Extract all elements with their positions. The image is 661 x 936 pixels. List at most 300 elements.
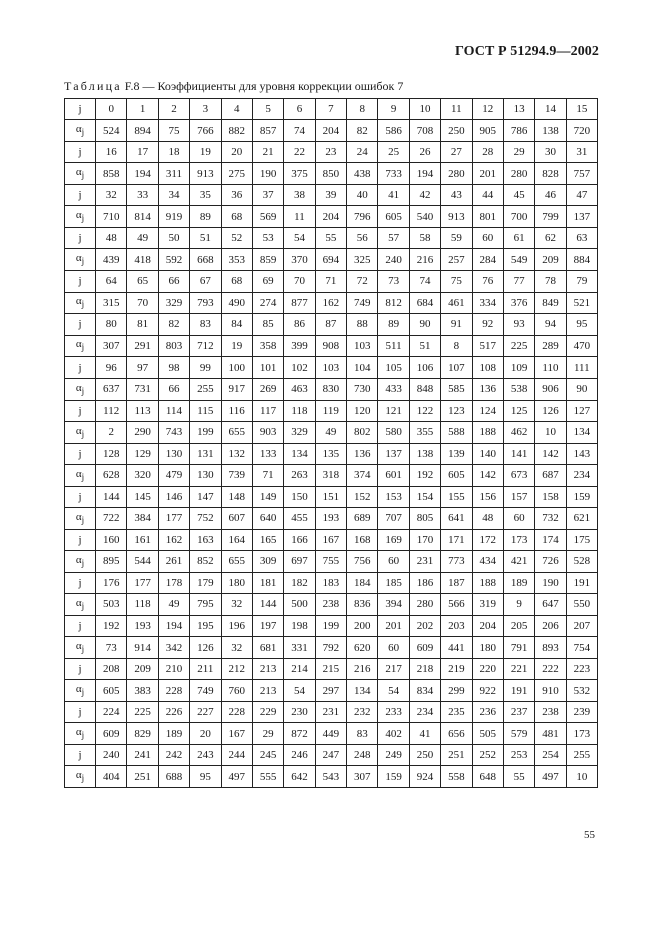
j-index-cell: 247 bbox=[315, 745, 346, 766]
alpha-value-cell: 796 bbox=[347, 206, 378, 228]
alpha-value-cell: 521 bbox=[566, 292, 597, 314]
j-row-label: j bbox=[65, 400, 96, 421]
j-index-cell: 81 bbox=[127, 314, 158, 335]
alpha-row bbox=[65, 292, 598, 314]
j-index-cell: 132 bbox=[221, 443, 252, 464]
alpha-value-cell: 850 bbox=[315, 163, 346, 185]
j-row bbox=[65, 228, 598, 249]
alpha-value-cell: 55 bbox=[503, 766, 534, 788]
j-index-cell: 26 bbox=[409, 142, 440, 163]
alpha-value-cell: 688 bbox=[158, 766, 189, 788]
j-index-cell: 124 bbox=[472, 400, 503, 421]
alpha-value-cell: 588 bbox=[441, 421, 472, 443]
j-row-label: j bbox=[65, 314, 96, 335]
alpha-value-cell: 592 bbox=[158, 249, 189, 271]
j-index-cell: 221 bbox=[503, 659, 534, 680]
j-index-cell: 228 bbox=[221, 702, 252, 723]
j-row-label: j bbox=[65, 443, 96, 464]
alpha-subscript: j bbox=[81, 558, 85, 568]
j-index-cell: 143 bbox=[566, 443, 597, 464]
alpha-value-cell: 872 bbox=[284, 723, 315, 745]
j-row bbox=[65, 271, 598, 292]
alpha-value-cell: 159 bbox=[378, 766, 409, 788]
alpha-value-cell: 544 bbox=[127, 550, 158, 572]
j-index-cell: 142 bbox=[535, 443, 566, 464]
alpha-symbol: α bbox=[75, 338, 82, 351]
alpha-row bbox=[65, 163, 598, 185]
alpha-subscript: j bbox=[81, 471, 85, 482]
j-index-cell: 215 bbox=[315, 659, 346, 680]
alpha-value-cell: 830 bbox=[315, 378, 346, 400]
j-index-cell: 41 bbox=[378, 185, 409, 206]
alpha-value-cell: 418 bbox=[127, 249, 158, 271]
alpha-value-cell: 137 bbox=[566, 206, 597, 228]
alpha-value-cell: 299 bbox=[441, 680, 472, 702]
j-index-cell: 17 bbox=[127, 142, 158, 163]
j-index-cell: 89 bbox=[378, 314, 409, 335]
j-row-label: j bbox=[65, 529, 96, 550]
alpha-symbol: α bbox=[75, 769, 82, 782]
alpha-value-cell: 656 bbox=[441, 723, 472, 745]
alpha-value-cell: 297 bbox=[315, 680, 346, 702]
alpha-value-cell: 895 bbox=[96, 550, 127, 572]
alpha-value-cell: 201 bbox=[472, 163, 503, 185]
alpha-value-cell: 849 bbox=[535, 292, 566, 314]
alpha-value-cell: 757 bbox=[566, 163, 597, 185]
alpha-value-cell: 605 bbox=[96, 680, 127, 702]
alpha-value-cell: 284 bbox=[472, 249, 503, 271]
j-index-cell: 128 bbox=[96, 443, 127, 464]
j-index-cell: 95 bbox=[566, 314, 597, 335]
j-row bbox=[65, 572, 598, 593]
j-index-cell: 13 bbox=[503, 99, 534, 120]
j-index-cell: 111 bbox=[566, 357, 597, 378]
alpha-value-cell: 370 bbox=[284, 249, 315, 271]
j-index-cell: 148 bbox=[221, 486, 252, 507]
alpha-value-cell: 439 bbox=[96, 249, 127, 271]
alpha-value-cell: 913 bbox=[190, 163, 221, 185]
alpha-value-cell: 8 bbox=[441, 335, 472, 357]
alpha-row-label bbox=[65, 594, 96, 616]
j-index-cell: 92 bbox=[472, 314, 503, 335]
j-row bbox=[65, 400, 598, 421]
alpha-value-cell: 177 bbox=[158, 507, 189, 529]
alpha-value-cell: 399 bbox=[284, 335, 315, 357]
j-index-cell: 68 bbox=[221, 271, 252, 292]
alpha-value-cell: 318 bbox=[315, 464, 346, 486]
j-index-cell: 84 bbox=[221, 314, 252, 335]
j-index-cell: 194 bbox=[158, 615, 189, 636]
alpha-value-cell: 334 bbox=[472, 292, 503, 314]
j-index-cell: 223 bbox=[566, 659, 597, 680]
j-row-label: j bbox=[65, 615, 96, 636]
alpha-row-label bbox=[65, 163, 96, 185]
j-index-cell: 189 bbox=[503, 572, 534, 593]
alpha-value-cell: 180 bbox=[472, 637, 503, 659]
j-index-cell: 206 bbox=[535, 615, 566, 636]
j-index-cell: 31 bbox=[566, 142, 597, 163]
alpha-subscript: j bbox=[81, 773, 85, 784]
j-index-cell: 72 bbox=[347, 271, 378, 292]
alpha-value-cell: 803 bbox=[158, 335, 189, 357]
alpha-value-cell: 620 bbox=[347, 637, 378, 659]
j-index-cell: 104 bbox=[347, 357, 378, 378]
alpha-row-label bbox=[65, 550, 96, 572]
j-index-cell: 59 bbox=[441, 228, 472, 249]
alpha-value-cell: 274 bbox=[252, 292, 283, 314]
alpha-value-cell: 848 bbox=[409, 378, 440, 400]
alpha-value-cell: 10 bbox=[566, 766, 597, 788]
alpha-value-cell: 134 bbox=[566, 421, 597, 443]
j-index-cell: 91 bbox=[441, 314, 472, 335]
j-index-cell: 103 bbox=[315, 357, 346, 378]
j-index-cell: 149 bbox=[252, 486, 283, 507]
alpha-value-cell: 307 bbox=[96, 335, 127, 357]
j-row-label: j bbox=[65, 572, 96, 593]
alpha-value-cell: 687 bbox=[535, 464, 566, 486]
alpha-value-cell: 234 bbox=[566, 464, 597, 486]
alpha-subscript: j bbox=[81, 213, 85, 224]
alpha-value-cell: 684 bbox=[409, 292, 440, 314]
alpha-symbol: α bbox=[75, 553, 82, 566]
alpha-value-cell: 799 bbox=[535, 206, 566, 228]
j-index-cell: 64 bbox=[96, 271, 127, 292]
j-index-cell: 6 bbox=[284, 99, 315, 120]
alpha-value-cell: 394 bbox=[378, 594, 409, 616]
j-index-cell: 243 bbox=[190, 745, 221, 766]
alpha-subscript: j bbox=[81, 170, 85, 181]
j-index-cell: 129 bbox=[127, 443, 158, 464]
j-index-cell: 213 bbox=[252, 659, 283, 680]
alpha-value-cell: 10 bbox=[535, 421, 566, 443]
j-index-cell: 200 bbox=[347, 615, 378, 636]
alpha-value-cell: 894 bbox=[127, 120, 158, 142]
alpha-value-cell: 280 bbox=[409, 594, 440, 616]
alpha-subscript: j bbox=[81, 385, 85, 396]
alpha-symbol: α bbox=[75, 166, 82, 179]
j-index-cell: 192 bbox=[96, 615, 127, 636]
alpha-row bbox=[65, 120, 598, 142]
j-index-cell: 65 bbox=[127, 271, 158, 292]
alpha-value-cell: 524 bbox=[96, 120, 127, 142]
j-row-label: j bbox=[65, 99, 96, 120]
alpha-value-cell: 893 bbox=[535, 637, 566, 659]
alpha-value-cell: 216 bbox=[409, 249, 440, 271]
alpha-value-cell: 731 bbox=[127, 378, 158, 400]
j-index-cell: 50 bbox=[158, 228, 189, 249]
j-index-cell: 185 bbox=[378, 572, 409, 593]
j-index-cell: 151 bbox=[315, 486, 346, 507]
j-index-cell: 152 bbox=[347, 486, 378, 507]
j-index-cell: 66 bbox=[158, 271, 189, 292]
j-index-cell: 179 bbox=[190, 572, 221, 593]
alpha-value-cell: 852 bbox=[190, 550, 221, 572]
alpha-value-cell: 289 bbox=[535, 335, 566, 357]
alpha-value-cell: 801 bbox=[472, 206, 503, 228]
alpha-value-cell: 461 bbox=[441, 292, 472, 314]
j-index-cell: 156 bbox=[472, 486, 503, 507]
j-index-cell: 20 bbox=[221, 142, 252, 163]
alpha-value-cell: 640 bbox=[252, 507, 283, 529]
alpha-value-cell: 795 bbox=[190, 594, 221, 616]
j-index-cell: 140 bbox=[472, 443, 503, 464]
alpha-value-cell: 32 bbox=[221, 637, 252, 659]
alpha-value-cell: 828 bbox=[535, 163, 566, 185]
alpha-row-label bbox=[65, 378, 96, 400]
alpha-value-cell: 919 bbox=[158, 206, 189, 228]
j-index-cell: 222 bbox=[535, 659, 566, 680]
j-index-cell: 38 bbox=[284, 185, 315, 206]
j-index-cell: 127 bbox=[566, 400, 597, 421]
alpha-symbol: α bbox=[75, 123, 82, 136]
alpha-value-cell: 755 bbox=[315, 550, 346, 572]
j-index-cell: 114 bbox=[158, 400, 189, 421]
alpha-symbol: α bbox=[75, 252, 82, 265]
j-row bbox=[65, 443, 598, 464]
alpha-value-cell: 569 bbox=[252, 206, 283, 228]
alpha-value-cell: 566 bbox=[441, 594, 472, 616]
alpha-value-cell: 433 bbox=[378, 378, 409, 400]
j-index-cell: 55 bbox=[315, 228, 346, 249]
j-row-label: j bbox=[65, 486, 96, 507]
j-index-cell: 217 bbox=[378, 659, 409, 680]
alpha-value-cell: 906 bbox=[535, 378, 566, 400]
alpha-value-cell: 605 bbox=[378, 206, 409, 228]
alpha-value-cell: 70 bbox=[127, 292, 158, 314]
j-index-cell: 94 bbox=[535, 314, 566, 335]
alpha-value-cell: 20 bbox=[190, 723, 221, 745]
alpha-value-cell: 710 bbox=[96, 206, 127, 228]
alpha-value-cell: 329 bbox=[284, 421, 315, 443]
alpha-value-cell: 73 bbox=[96, 637, 127, 659]
j-row-label: j bbox=[65, 659, 96, 680]
j-index-cell: 14 bbox=[535, 99, 566, 120]
alpha-value-cell: 280 bbox=[503, 163, 534, 185]
j-index-cell: 58 bbox=[409, 228, 440, 249]
alpha-value-cell: 190 bbox=[252, 163, 283, 185]
j-index-cell: 227 bbox=[190, 702, 221, 723]
alpha-value-cell: 173 bbox=[566, 723, 597, 745]
j-index-cell: 203 bbox=[441, 615, 472, 636]
j-index-cell: 51 bbox=[190, 228, 221, 249]
alpha-value-cell: 528 bbox=[566, 550, 597, 572]
j-index-cell: 73 bbox=[378, 271, 409, 292]
j-index-cell: 39 bbox=[315, 185, 346, 206]
j-index-cell: 230 bbox=[284, 702, 315, 723]
alpha-value-cell: 668 bbox=[190, 249, 221, 271]
alpha-value-cell: 694 bbox=[315, 249, 346, 271]
j-index-cell: 171 bbox=[441, 529, 472, 550]
j-index-cell: 253 bbox=[503, 745, 534, 766]
alpha-symbol: α bbox=[75, 596, 82, 609]
alpha-value-cell: 376 bbox=[503, 292, 534, 314]
j-row-label: j bbox=[65, 702, 96, 723]
alpha-value-cell: 319 bbox=[472, 594, 503, 616]
j-index-cell: 24 bbox=[347, 142, 378, 163]
j-index-cell: 166 bbox=[284, 529, 315, 550]
alpha-symbol: α bbox=[75, 209, 82, 222]
alpha-value-cell: 225 bbox=[503, 335, 534, 357]
j-index-cell: 205 bbox=[503, 615, 534, 636]
j-index-cell: 254 bbox=[535, 745, 566, 766]
j-row bbox=[65, 486, 598, 507]
alpha-value-cell: 743 bbox=[158, 421, 189, 443]
alpha-symbol: α bbox=[75, 295, 82, 308]
alpha-value-cell: 134 bbox=[347, 680, 378, 702]
j-index-cell: 62 bbox=[535, 228, 566, 249]
alpha-value-cell: 358 bbox=[252, 335, 283, 357]
alpha-value-cell: 438 bbox=[347, 163, 378, 185]
j-index-cell: 242 bbox=[158, 745, 189, 766]
coefficients-table bbox=[64, 98, 598, 788]
alpha-row-label bbox=[65, 292, 96, 314]
j-index-cell: 1 bbox=[127, 99, 158, 120]
j-index-cell: 5 bbox=[252, 99, 283, 120]
j-index-cell: 162 bbox=[158, 529, 189, 550]
alpha-value-cell: 138 bbox=[535, 120, 566, 142]
alpha-value-cell: 325 bbox=[347, 249, 378, 271]
j-index-cell: 15 bbox=[566, 99, 597, 120]
j-index-cell: 234 bbox=[409, 702, 440, 723]
j-index-cell: 34 bbox=[158, 185, 189, 206]
alpha-row bbox=[65, 594, 598, 616]
alpha-value-cell: 291 bbox=[127, 335, 158, 357]
alpha-value-cell: 209 bbox=[535, 249, 566, 271]
alpha-value-cell: 836 bbox=[347, 594, 378, 616]
alpha-value-cell: 793 bbox=[190, 292, 221, 314]
j-index-cell: 16 bbox=[96, 142, 127, 163]
j-index-cell: 116 bbox=[221, 400, 252, 421]
alpha-value-cell: 228 bbox=[158, 680, 189, 702]
j-index-cell: 4 bbox=[221, 99, 252, 120]
alpha-value-cell: 697 bbox=[284, 550, 315, 572]
alpha-value-cell: 882 bbox=[221, 120, 252, 142]
alpha-value-cell: 503 bbox=[96, 594, 127, 616]
alpha-value-cell: 540 bbox=[409, 206, 440, 228]
j-index-cell: 122 bbox=[409, 400, 440, 421]
alpha-value-cell: 756 bbox=[347, 550, 378, 572]
j-index-cell: 198 bbox=[284, 615, 315, 636]
alpha-value-cell: 786 bbox=[503, 120, 534, 142]
j-index-cell: 79 bbox=[566, 271, 597, 292]
alpha-value-cell: 739 bbox=[221, 464, 252, 486]
alpha-symbol: α bbox=[75, 726, 82, 739]
j-index-cell: 212 bbox=[221, 659, 252, 680]
alpha-value-cell: 517 bbox=[472, 335, 503, 357]
j-index-cell: 133 bbox=[252, 443, 283, 464]
j-index-cell: 168 bbox=[347, 529, 378, 550]
j-index-cell: 29 bbox=[503, 142, 534, 163]
alpha-value-cell: 41 bbox=[409, 723, 440, 745]
alpha-value-cell: 48 bbox=[472, 507, 503, 529]
j-row bbox=[65, 314, 598, 335]
alpha-value-cell: 257 bbox=[441, 249, 472, 271]
j-index-cell: 43 bbox=[441, 185, 472, 206]
alpha-value-cell: 726 bbox=[535, 550, 566, 572]
alpha-row-label bbox=[65, 421, 96, 443]
j-row bbox=[65, 357, 598, 378]
j-index-cell: 40 bbox=[347, 185, 378, 206]
j-index-cell: 106 bbox=[409, 357, 440, 378]
j-index-cell: 169 bbox=[378, 529, 409, 550]
alpha-value-cell: 329 bbox=[158, 292, 189, 314]
j-index-cell: 101 bbox=[252, 357, 283, 378]
j-index-cell: 32 bbox=[96, 185, 127, 206]
alpha-value-cell: 802 bbox=[347, 421, 378, 443]
j-index-cell: 130 bbox=[158, 443, 189, 464]
j-index-cell: 177 bbox=[127, 572, 158, 593]
alpha-value-cell: 331 bbox=[284, 637, 315, 659]
j-index-cell: 78 bbox=[535, 271, 566, 292]
j-index-cell: 170 bbox=[409, 529, 440, 550]
alpha-value-cell: 766 bbox=[190, 120, 221, 142]
alpha-value-cell: 238 bbox=[315, 594, 346, 616]
alpha-value-cell: 497 bbox=[221, 766, 252, 788]
j-index-cell: 87 bbox=[315, 314, 346, 335]
alpha-subscript: j bbox=[81, 514, 85, 525]
alpha-value-cell: 199 bbox=[190, 421, 221, 443]
alpha-value-cell: 421 bbox=[503, 550, 534, 572]
alpha-subscript: j bbox=[81, 687, 85, 698]
j-row bbox=[65, 142, 598, 163]
alpha-row-label bbox=[65, 637, 96, 659]
alpha-value-cell: 2 bbox=[96, 421, 127, 443]
j-index-cell: 22 bbox=[284, 142, 315, 163]
alpha-value-cell: 720 bbox=[566, 120, 597, 142]
alpha-value-cell: 642 bbox=[284, 766, 315, 788]
alpha-value-cell: 240 bbox=[378, 249, 409, 271]
alpha-value-cell: 914 bbox=[127, 637, 158, 659]
j-index-cell: 184 bbox=[347, 572, 378, 593]
alpha-value-cell: 136 bbox=[472, 378, 503, 400]
alpha-value-cell: 60 bbox=[503, 507, 534, 529]
alpha-value-cell: 404 bbox=[96, 766, 127, 788]
alpha-value-cell: 628 bbox=[96, 464, 127, 486]
alpha-value-cell: 773 bbox=[441, 550, 472, 572]
j-index-cell: 7 bbox=[315, 99, 346, 120]
j-index-cell: 0 bbox=[96, 99, 127, 120]
alpha-value-cell: 558 bbox=[441, 766, 472, 788]
alpha-value-cell: 49 bbox=[315, 421, 346, 443]
j-index-cell: 117 bbox=[252, 400, 283, 421]
alpha-value-cell: 637 bbox=[96, 378, 127, 400]
j-row bbox=[65, 659, 598, 680]
j-index-cell: 8 bbox=[347, 99, 378, 120]
alpha-value-cell: 655 bbox=[221, 421, 252, 443]
j-index-cell: 226 bbox=[158, 702, 189, 723]
alpha-value-cell: 54 bbox=[284, 680, 315, 702]
alpha-value-cell: 71 bbox=[252, 464, 283, 486]
alpha-value-cell: 189 bbox=[158, 723, 189, 745]
j-index-cell: 70 bbox=[284, 271, 315, 292]
j-index-cell: 123 bbox=[441, 400, 472, 421]
j-index-cell: 199 bbox=[315, 615, 346, 636]
j-index-cell: 86 bbox=[284, 314, 315, 335]
alpha-value-cell: 261 bbox=[158, 550, 189, 572]
alpha-row bbox=[65, 378, 598, 400]
alpha-value-cell: 449 bbox=[315, 723, 346, 745]
alpha-value-cell: 497 bbox=[535, 766, 566, 788]
alpha-value-cell: 462 bbox=[503, 421, 534, 443]
alpha-value-cell: 66 bbox=[158, 378, 189, 400]
alpha-value-cell: 673 bbox=[503, 464, 534, 486]
j-index-cell: 126 bbox=[535, 400, 566, 421]
document-code: ГОСТ Р 51294.9—2002 bbox=[454, 44, 599, 59]
j-index-cell: 178 bbox=[158, 572, 189, 593]
j-index-cell: 85 bbox=[252, 314, 283, 335]
j-index-cell: 195 bbox=[190, 615, 221, 636]
j-row bbox=[65, 615, 598, 636]
